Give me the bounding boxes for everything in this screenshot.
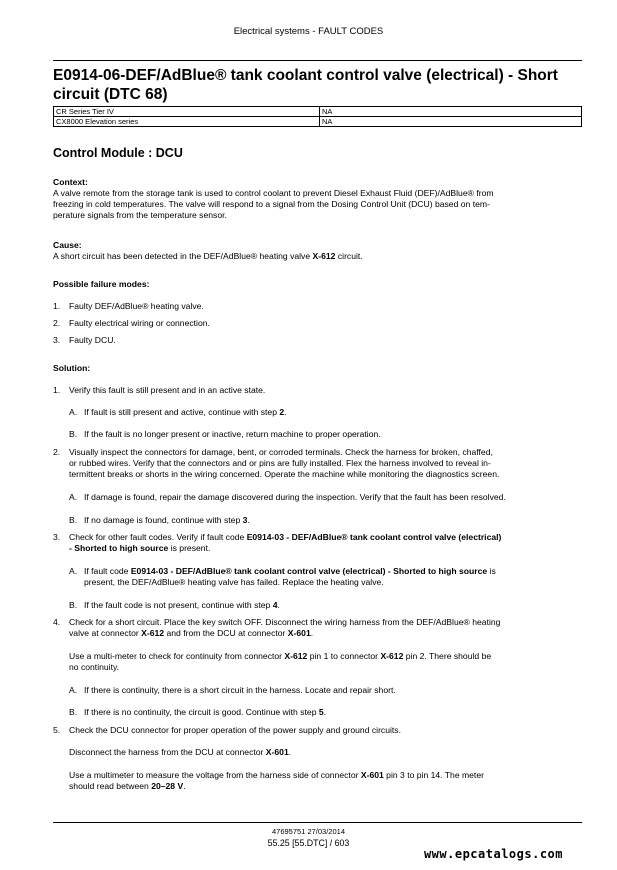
context-section bbox=[53, 177, 583, 221]
header-rule bbox=[53, 60, 582, 61]
series-cell: CX8000 Elevation series bbox=[54, 117, 320, 127]
cause-label: Cause: bbox=[53, 240, 82, 250]
fault-title: E0914-06-DEF/AdBlue® tank coolant control valve (electrical) - Short circuit (DTC 68) bbox=[53, 67, 558, 103]
cause-section bbox=[53, 240, 583, 262]
module-title: Control Module : DCU bbox=[53, 146, 183, 160]
failure-label: Possible failure modes: bbox=[53, 279, 150, 289]
running-header: Electrical systems - FAULT CODES bbox=[233, 26, 384, 37]
context-label: Context: bbox=[53, 177, 88, 187]
value-cell: NA bbox=[320, 117, 582, 127]
solution-label: Solution: bbox=[53, 363, 91, 373]
watermark: www.epcatalogs.com bbox=[423, 847, 563, 861]
context-line: A valve remote from the storage tank is used to control coolant to prevent Diesel Exhaust Fluid (DEF)/AdBlue® from bbox=[53, 188, 494, 198]
cause-text: A short circuit has been detected in the DEF/AdBlue® heating valve X-612 circuit. bbox=[53, 251, 363, 261]
footer-rule bbox=[53, 822, 582, 823]
value-cell: NA bbox=[320, 107, 582, 117]
footer-page-number: 55.25 [55.DTC] / 603 bbox=[267, 838, 350, 848]
context-line: freezing in cold temperatures. The valve will respond to a signal from the Dosing Control Unit (DCU) based on tem- bbox=[53, 199, 490, 209]
series-cell: CR Series Tier IV bbox=[54, 107, 320, 117]
manual-page: Electrical systems - FAULT CODES E0914-06-DEF/AdBlue® tank coolant control valve (electrical) - Short circuit (DTC 68) CR Series Tier IV NA CX8000 Elevation series NA Control Module : DCU Context: A valve remote from the storage tank is used to control coolant to prevent Diesel Exhaust Fluid (DEF)/AdBlue® from freezing in cold temperatures. The valve will respond to a signal from the Dosing Control Unit (DCU) based on tem- perature signals from the temperature sensor. Cause: A short circuit has been detected in the DEF/AdBlue® heating valve X-612 circuit. Possible failure modes: 1. Faulty DEF/AdBlue® heating valve. 2. Faulty electrical wiring or connection. 3. Faulty DCU. Solution: 1. Verify this fault is still present and in an active state. A. If fault is still present and active, continue with step 2. B. If the fault is no longer present or inactive, return machine to proper operation. 2. Visually inspect the connectors for damage, bent, or corroded terminals. Check the harness for broken, chaffed, or rubbed wires. Verify that the connectors and or pins are fully installed. Flex the harness involved to reveal in- termittent breaks or shorts in the wiring concerned. Operate the machine while monitoring the diagnostics screen. A. If damage is found, repair the damage discovered during the inspection. Verify that the fault has been resolved. B. If no damage is found, continue with step 3. 3. Check for other fault codes. Verify if fault code E0914-03 - DEF/AdBlue® tank coolant control valve (electrical) - Shorted to high source is present. A. If fault code E0914-03 - DEF/AdBlue® tank coolant control valve (electrical) - Shorted to high source is present, the DEF/AdBlue® heating valve has failed. Replace the heating valve. B. If the fault code is not present, continue with step 4. 4. Check for a short circuit. Place the key switch OFF. Disconnect the wiring harness from the DEF/AdBlue® heating valve at connector X-612 and from the DCU at connector X-601. Use a multi-meter to check for continuity from connector X-612 pin 1 to connector X-612 pin 2. There should be no continuity. A. If there is continuity, there is a short circuit in the harness. Locate and repair short. B. If there is no continuity, the circuit is good. Continue with step 5. 5. Check the DCU connector for proper operation of the power supply and ground circuits. Disconnect the harness from the DCU at connector X-601. Use a multimeter to measure the voltage from the harness side of connector X-601 pin 3 to pin 14. The meter should read between 20–28 V. 47695751 27/03/2014 55.25 [55.DTC] / 603 www.epcatalogs.com bbox=[0, 0, 617, 870]
context-line: perature signals from the temperature sensor. bbox=[53, 210, 227, 220]
table-row bbox=[54, 117, 582, 127]
table-row bbox=[54, 107, 582, 117]
applicability-table bbox=[53, 106, 582, 127]
footer-doc-number: 47695751 27/03/2014 bbox=[272, 827, 345, 836]
